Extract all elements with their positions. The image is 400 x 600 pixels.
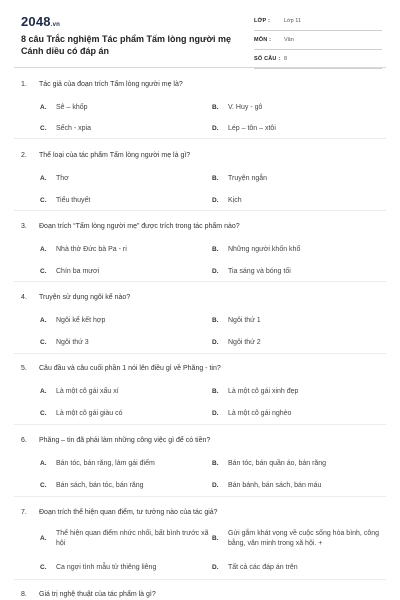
question-separator	[14, 496, 386, 497]
option-b[interactable]	[212, 245, 382, 255]
question-separator	[14, 210, 386, 211]
header-divider	[14, 67, 386, 68]
question-number: 3.	[21, 223, 27, 230]
option-text: Tia sáng và bóng tối	[228, 268, 291, 275]
option-b[interactable]	[212, 529, 382, 549]
question-separator	[14, 281, 386, 282]
question-text	[21, 81, 381, 88]
option-letter: D.	[212, 268, 219, 275]
option-letter: B.	[212, 317, 219, 324]
option-text: Chín ba mươi	[56, 268, 100, 275]
option-letter: A.	[40, 246, 47, 253]
question-text	[21, 294, 381, 301]
question-text	[21, 509, 381, 516]
option-text: Bán tóc, bán răng, làm gái điếm	[56, 460, 155, 467]
document-title: 8 câu Trắc nghiệm Tác phẩm Tấm lòng người mẹ Cánh diều có đáp án	[21, 34, 231, 57]
meta-label: LỚP :	[254, 18, 270, 24]
option-text: Sếch - xpia	[56, 125, 92, 132]
meta-info	[254, 14, 382, 71]
option-b[interactable]	[212, 174, 382, 184]
option-letter: A.	[40, 104, 47, 111]
option-a[interactable]	[40, 316, 210, 326]
option-d[interactable]	[212, 481, 382, 491]
question-number: 7.	[21, 509, 27, 516]
option-c[interactable]	[40, 267, 210, 277]
option-letter: D.	[212, 410, 219, 417]
option-a[interactable]	[40, 459, 210, 469]
question-separator	[14, 424, 386, 425]
option-letter: A.	[40, 460, 47, 467]
option-text: Những người khốn khổ	[228, 246, 301, 253]
option-d[interactable]	[212, 124, 382, 134]
meta-value: Văn	[284, 37, 294, 43]
option-letter: C.	[40, 268, 47, 275]
option-text: Ngôi kể kết hợp	[56, 317, 106, 324]
question-text	[21, 591, 381, 598]
option-letter: C.	[40, 197, 47, 204]
option-text: Kịch	[228, 197, 242, 204]
question-number: 4.	[21, 294, 27, 301]
option-letter: B.	[212, 460, 219, 467]
option-text: Lép – tôn – xtôi	[228, 125, 276, 132]
site-logo[interactable]	[21, 14, 60, 29]
option-text: Tiểu thuyết	[56, 197, 91, 204]
question-separator	[14, 353, 386, 354]
question-prompt: Đoạn trích thể hiện quan điểm, tư tưởng nào của tác giả?	[39, 509, 218, 516]
option-letter: A.	[40, 388, 47, 395]
option-text: Là một cô gái giàu có	[56, 410, 123, 417]
option-c[interactable]	[40, 338, 210, 348]
page-header	[0, 0, 400, 72]
question-prompt: Đoạn trích “Tấm lòng người mẹ” được trích trong tác phẩm nào?	[39, 223, 240, 230]
option-text: Ngôi thứ 1	[228, 317, 261, 324]
logo-suffix: .vn	[50, 22, 61, 28]
option-b[interactable]	[212, 103, 382, 113]
option-text: Thể hiện quan điểm nhức nhối, bất bình trước xã hội	[56, 530, 209, 548]
option-a[interactable]	[40, 174, 210, 184]
option-letter: B.	[212, 535, 219, 542]
option-c[interactable]	[40, 409, 210, 419]
question-text	[21, 152, 381, 159]
option-d[interactable]	[212, 267, 382, 277]
option-letter: D.	[212, 339, 219, 346]
option-text: Ca ngợi tình mẫu tử thiêng liêng	[56, 564, 157, 571]
option-c[interactable]	[40, 481, 210, 491]
meta-row-subject	[254, 33, 382, 50]
option-d[interactable]	[212, 196, 382, 206]
question-number: 8.	[21, 591, 27, 598]
option-text: Truyện ngắn	[228, 175, 268, 182]
question-number: 2.	[21, 152, 27, 159]
option-text: Thơ	[56, 175, 69, 182]
option-b[interactable]	[212, 316, 382, 326]
meta-value: 8	[284, 56, 288, 62]
option-a[interactable]	[40, 387, 210, 397]
option-letter: B.	[212, 175, 219, 182]
option-letter: C.	[40, 482, 47, 489]
option-a[interactable]	[40, 245, 210, 255]
question-separator	[14, 138, 386, 139]
question-separator	[14, 579, 386, 580]
question-text	[21, 437, 381, 444]
logo-main: 2048	[21, 14, 51, 29]
option-a[interactable]	[40, 103, 210, 113]
option-text: V. Huy - gô	[228, 104, 263, 111]
question-prompt: Truyện sử dụng ngôi kể nào?	[39, 294, 131, 301]
option-c[interactable]	[40, 196, 210, 206]
option-b[interactable]	[212, 387, 382, 397]
meta-label: SỐ CÂU :	[254, 56, 281, 62]
option-letter: C.	[40, 125, 47, 132]
option-letter: D.	[212, 564, 219, 571]
option-c[interactable]	[40, 563, 210, 573]
option-text: Bán sách, bán tóc, bán răng	[56, 482, 144, 489]
question-prompt: Giá trị nghệ thuật của tác phẩm là gì?	[39, 591, 156, 598]
question-number: 5.	[21, 365, 27, 372]
question-text	[21, 223, 381, 230]
option-letter: A.	[40, 175, 47, 182]
meta-value: Lớp 11	[284, 18, 301, 24]
option-d[interactable]	[212, 409, 382, 419]
option-letter: B.	[212, 246, 219, 253]
option-text: Sê – khốp	[56, 104, 88, 111]
meta-row-class	[254, 14, 382, 31]
option-text: Bán tóc, bán quần áo, bán răng	[228, 460, 327, 467]
option-text: Ngôi thứ 2	[228, 339, 261, 346]
option-letter: D.	[212, 482, 219, 489]
question-number: 6.	[21, 437, 27, 444]
option-letter: C.	[40, 339, 47, 346]
option-text: Bán bánh, bán sách, bán máu	[228, 482, 322, 489]
option-letter: A.	[40, 317, 47, 324]
option-text: Là một cô gái nghèo	[228, 410, 292, 417]
question-prompt: Câu đầu và câu cuối phần 1 nói lên điều gì về Phăng - tin?	[39, 365, 221, 372]
option-letter: A.	[40, 535, 47, 542]
question-prompt: Tác giả của đoạn trích Tấm lòng người mẹ là?	[39, 81, 183, 88]
option-letter: B.	[212, 388, 219, 395]
option-b[interactable]	[212, 459, 382, 469]
option-text: Là một cô gái xấu xí	[56, 388, 119, 395]
option-text: Gửi gắm khát vọng về cuộc sống hòa bình, công bằng, văn minh trong xã hội. +	[228, 530, 380, 548]
option-letter: D.	[212, 125, 219, 132]
option-letter: C.	[40, 410, 47, 417]
option-d[interactable]	[212, 338, 382, 348]
option-c[interactable]	[40, 124, 210, 134]
question-prompt: Phăng – tin đã phải làm những công việc gì để có tiền?	[39, 437, 211, 444]
meta-label: MÔN :	[254, 37, 272, 43]
option-letter: B.	[212, 104, 219, 111]
option-d[interactable]	[212, 563, 382, 573]
question-prompt: Thể loại của tác phẩm Tấm lòng người mẹ là gì?	[39, 152, 191, 159]
option-letter: D.	[212, 197, 219, 204]
option-letter: C.	[40, 564, 47, 571]
option-a[interactable]	[40, 529, 210, 549]
option-text: Tất cả các đáp án trên	[228, 564, 298, 571]
option-text: Nhà thờ Đức bà Pa - ri	[56, 246, 127, 253]
question-number: 1.	[21, 81, 27, 88]
question-text	[21, 365, 381, 372]
option-text: Ngôi thứ 3	[56, 339, 89, 346]
option-text: Là một cô gái xinh đẹp	[228, 388, 299, 395]
